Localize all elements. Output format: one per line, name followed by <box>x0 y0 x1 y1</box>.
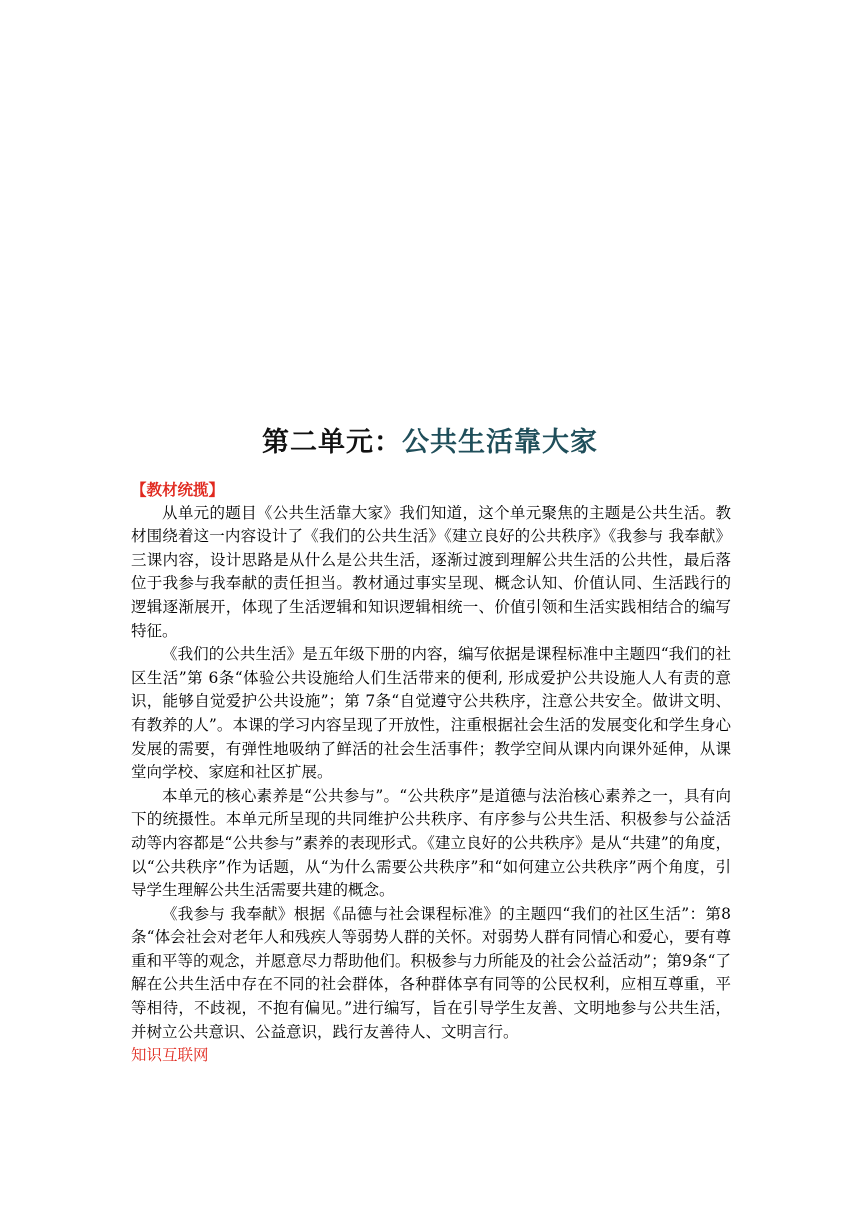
paragraph-overview: 从单元的题目《公共生活靠大家》我们知道，这个单元聚焦的主题是公共生活。教材围绕着这一内容设计了《我们的公共生活》《建立良好的公共秩序》《我参与 我奉献》三课内容，设计思路是从什么是公共生活，逐渐过渡到理解公共生活的公共性，最后落位于我参与我奉献的责任担当。教材通过事实呈现、概念认知、价值认同、生活践行的逻辑逐渐展开，体现了生活逻辑和知识逻辑相统一、价值引领和生活实践相结合的编写特征。 <box>131 503 731 640</box>
knowledge-internet-link[interactable]: 知识互联网 <box>131 1046 209 1065</box>
title-unit-label: 第二单元： <box>262 427 402 458</box>
document-body <box>131 478 731 1068</box>
title-unit-name: 公共生活靠大家 <box>402 427 598 458</box>
section-heading: 【教材统揽】 <box>131 480 225 499</box>
paragraph-lesson-public-life: 《我们的公共生活》是五年级下册的内容，编写依据是课程标准中主题四“我们的社区生活”第 6条“体验公共设施给人们生活带来的便利, 形成爱护公共设施人人有责的意识，能够自觉爱护公共设施”；第 7条“自觉遵守公共秩序，注意公共安全。做讲文明、有教养的人”。本课的学习内容呈现了开放性，注重根据社会生活的发展变化和学生身心发展的需要，有弹性地吸纳了鲜活的社会生活事件；教学空间从课内向课外延伸，从课堂向学校、家庭和社区扩展。 <box>131 645 731 782</box>
page-title <box>0 420 860 459</box>
paragraph-participate-contribute: 《我参与 我奉献》根据《品德与社会课程标准》的主题四“我们的社区生活”：第8条“体会社会对老年人和残疾人等弱势人群的关怀。对弱势人群有同情心和爱心，要有尊重和平等的观念，并愿意尽力帮助他们。积极参与力所能及的社会公益活动”；第9条“了解在公共生活中存在不同的社会群体，各种群体享有同等的公民权利，应相互尊重，平等相待，不歧视，不抱有偏见。”进行编写，旨在引导学生友善、文明地参与公共生活，并树立公共意识、公益意识，践行友善待人、文明言行。 <box>131 904 731 1041</box>
paragraph-core-literacy: 本单元的核心素养是“公共参与”。“公共秩序”是道德与法治核心素养之一，具有向下的统摄性。本单元所呈现的共同维护公共秩序、有序参与公共生活、积极参与公益活动等内容都是“公共参与”素养的表现形式。《建立良好的公共秩序》是从“共建”的角度，以“公共秩序”作为话题，从“为什么需要公共秩序”和“如何建立公共秩序”两个角度，引导学生理解公共生活需要共建的概念。 <box>131 786 731 900</box>
